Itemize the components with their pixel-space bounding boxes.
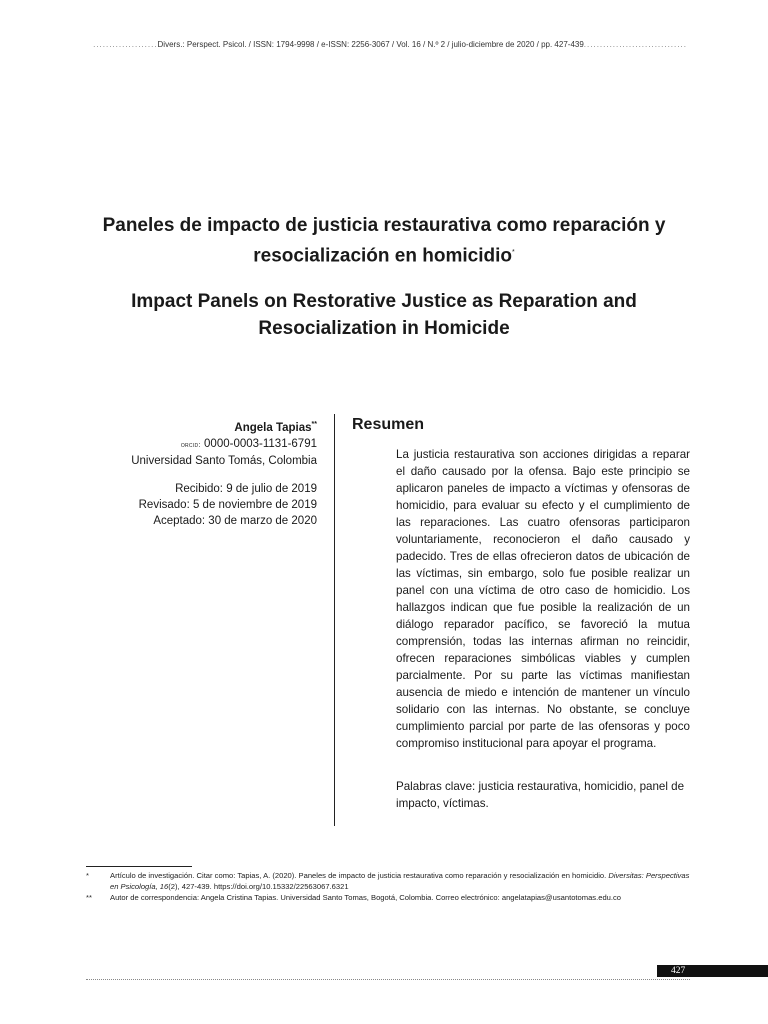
footnote-citation-text: Artículo de investigación. Citar como: Tapias, A. (2020). Paneles de impacto de justicia restaurativa como reparación y resocialización en homicidio.	[110, 871, 609, 880]
bottom-dotted-rule	[86, 979, 690, 980]
date-revised: Revisado: 5 de noviembre de 2019	[138, 498, 317, 511]
title-spanish	[60, 212, 708, 269]
page-number: 427	[671, 966, 686, 976]
date-accepted: Aceptado: 30 de marzo de 2020	[153, 514, 317, 527]
date-received: Recibido: 9 de julio de 2019	[175, 482, 317, 495]
footnote-mark: *	[86, 871, 89, 880]
keywords: Palabras clave: justicia restaurativa, homicidio, panel de impacto, víctimas.	[396, 780, 685, 810]
footnote-item	[86, 870, 690, 892]
header-dots-left: ....................	[93, 40, 158, 49]
column-divider	[334, 414, 335, 826]
orcid-id: 0000-0003-1131-6791	[204, 437, 317, 450]
title-english-line2: Resocialization in Homicide	[258, 318, 510, 339]
running-header	[88, 40, 692, 49]
title-spanish-line2: resocialización en homicidio	[253, 245, 512, 267]
footnote-mark: **	[86, 893, 92, 902]
title-english-line1: Impact Panels on Restorative Justice as Reparation and	[131, 291, 637, 312]
title-english	[60, 288, 708, 342]
dates-block	[100, 481, 317, 529]
abstract-heading: Resumen	[352, 416, 425, 433]
author-footnote-mark: **	[311, 421, 317, 428]
header-dots-right: ................................	[583, 40, 687, 49]
footnote-journal: Diversitas: Perspectivas en Psicología, 16	[110, 871, 690, 891]
orcid-label: orcid:	[180, 439, 201, 449]
author-affiliation: Universidad Santo Tomás, Colombia	[131, 454, 317, 467]
footnote-rule	[86, 866, 192, 867]
title-spanish-line1: Paneles de impacto de justicia restaurativa como reparación y	[102, 215, 666, 236]
header-citation: Divers.: Perspect. Psicol. / ISSN: 1794-9998 / e-ISSN: 2256-3067 / Vol. 16 / N.º 2 / julio-diciembre de 2020 / pp. 427-439	[157, 40, 584, 49]
footnote-doi[interactable]: (2), 427-439. https://doi.org/10.15332/22563067.6321	[168, 882, 349, 891]
page-number-bar	[657, 965, 768, 977]
title-footnote-mark: *	[511, 249, 515, 256]
footnote-item	[86, 892, 690, 903]
footnote-correspondence: Autor de correspondencia: Angela Cristina Tapias. Universidad Santo Tomas, Bogotá, Colombia. Correo electrónico: angelatapias@usantotomas.edu.co	[110, 893, 622, 902]
author-name: Angela Tapias	[234, 421, 312, 434]
footnotes	[86, 870, 690, 903]
author-block	[100, 417, 317, 529]
abstract-text: La justicia restaurativa son acciones dirigidas a reparar el daño causado por la ofensa. Bajo este principio se aplicaron paneles de impacto a víctimas y ofensoras de homicidio, para evaluar su efecto y el cumplimiento de las reparaciones. Las cuatro ofensoras participaron voluntariamente, reconocieron el daño causado y padecido. Tres de ellas ofrecieron datos de ubicación de las víctimas, sin embargo, solo fue posible realizar un panel con una víctima de otro caso de homicidio. Los hallazgos indican que fue posible la realización de un diálogo reparador pacífico, se favoreció la mutua comprensión, todas las internas afirman no reincidir, ofrecen reparaciones simbólicas viables y cumplen parcialmente. Por su parte las víctimas manifiestan ausencia de miedo e intención de mantener un vínculo solidario con las internas. No obstante, se concluye cumplimiento parcial por parte de las ofensoras y poco compromiso institucional para apoyar el programa.	[396, 448, 690, 750]
